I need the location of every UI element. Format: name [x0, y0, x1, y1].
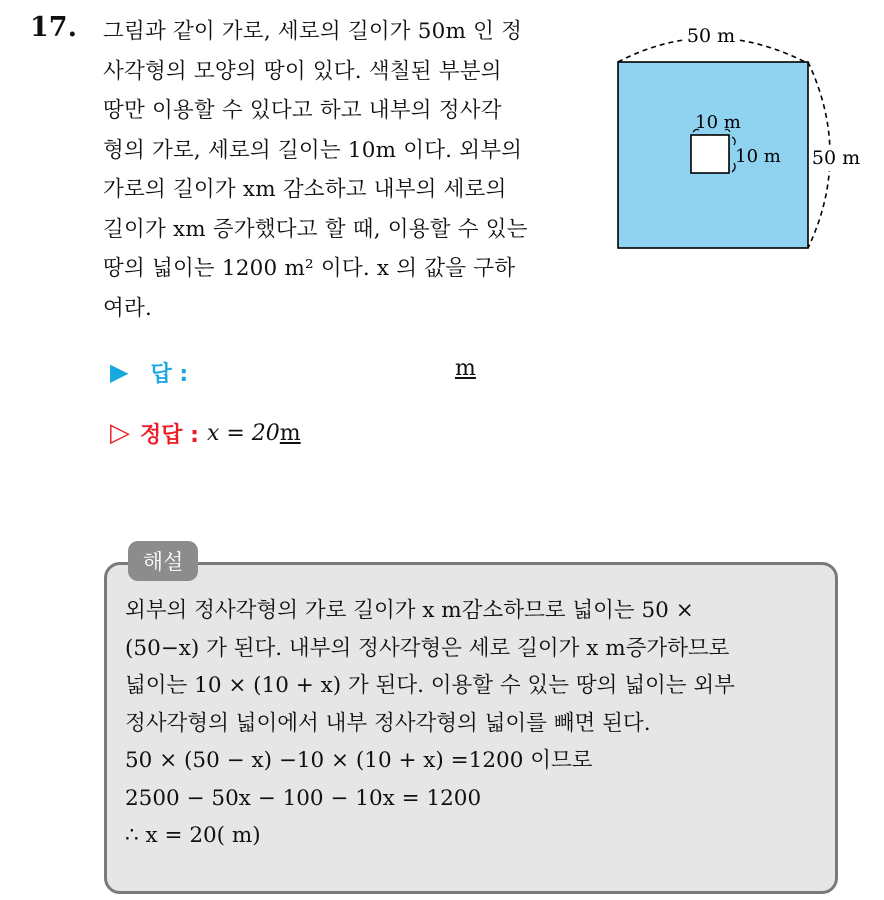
explanation-line: (50−x) 가 된다. 내부의 정사각형은 세로 길이가 x m증가하므로	[125, 635, 730, 661]
question-line: 그림과 같이 가로, 세로의 길이가 50m 인 정	[103, 19, 523, 44]
explanation-line: ∴ x = 20( m)	[125, 823, 261, 848]
correct-marker-icon: ▷	[110, 418, 130, 448]
question-line: 형의 가로, 세로의 길이는 10m 이다. 외부의	[103, 137, 523, 163]
question-line: 가로의 길이가 xm 감소하고 내부의 세로의	[103, 177, 507, 202]
question-number: 17.	[30, 12, 77, 43]
question-line: 사각형의 모양의 땅이 있다. 색칠된 부분의	[103, 58, 502, 84]
outer-right-label: 50 m	[811, 147, 861, 169]
correct-unit: m	[279, 420, 301, 446]
explanation-line: 넓이는 10 × (10 + x) 가 된다. 이용할 수 있는 땅의 넓이는 외부	[125, 673, 735, 698]
explanation-tag: 해설	[128, 541, 198, 581]
explanation-text	[125, 592, 835, 855]
answer-unit: m	[455, 356, 476, 381]
question-line: 땅만 이용할 수 있다고 하고 내부의 정사각	[103, 98, 502, 123]
land-figure	[600, 20, 870, 260]
explanation-line: 외부의 정사각형의 가로 길이가 x m감소하므로 넓이는 50 ×	[125, 598, 694, 623]
question-line: 길이가 xm 증가했다고 할 때, 이용할 수 있는	[103, 216, 528, 242]
inner-top-label: 10 m	[695, 112, 741, 133]
question-line: 여라.	[103, 295, 152, 321]
explanation-line: 50 × (50 − x) −10 × (10 + x) =1200 이므로	[125, 748, 593, 773]
correct-answer-row	[110, 413, 301, 453]
answer-row	[110, 352, 476, 392]
answer-marker-icon: ▶	[110, 358, 129, 386]
explanation-line: 정사각형의 넓이에서 내부 정사각형의 넓이를 빼면 된다.	[125, 710, 651, 736]
answer-label: 답 :	[150, 361, 189, 387]
question-text	[103, 12, 593, 328]
inner-right-label: 10 m	[735, 146, 781, 167]
explanation-line: 2500 − 50x − 100 − 10x = 1200	[125, 785, 482, 811]
correct-label: 정답 :	[140, 422, 199, 448]
inner-square	[691, 135, 729, 173]
outer-top-label: 50 m	[686, 25, 736, 47]
question-line: 땅의 넓이는 1200 m² 이다. x 의 값을 구하	[103, 256, 516, 281]
correct-value: x = 20	[206, 420, 280, 446]
